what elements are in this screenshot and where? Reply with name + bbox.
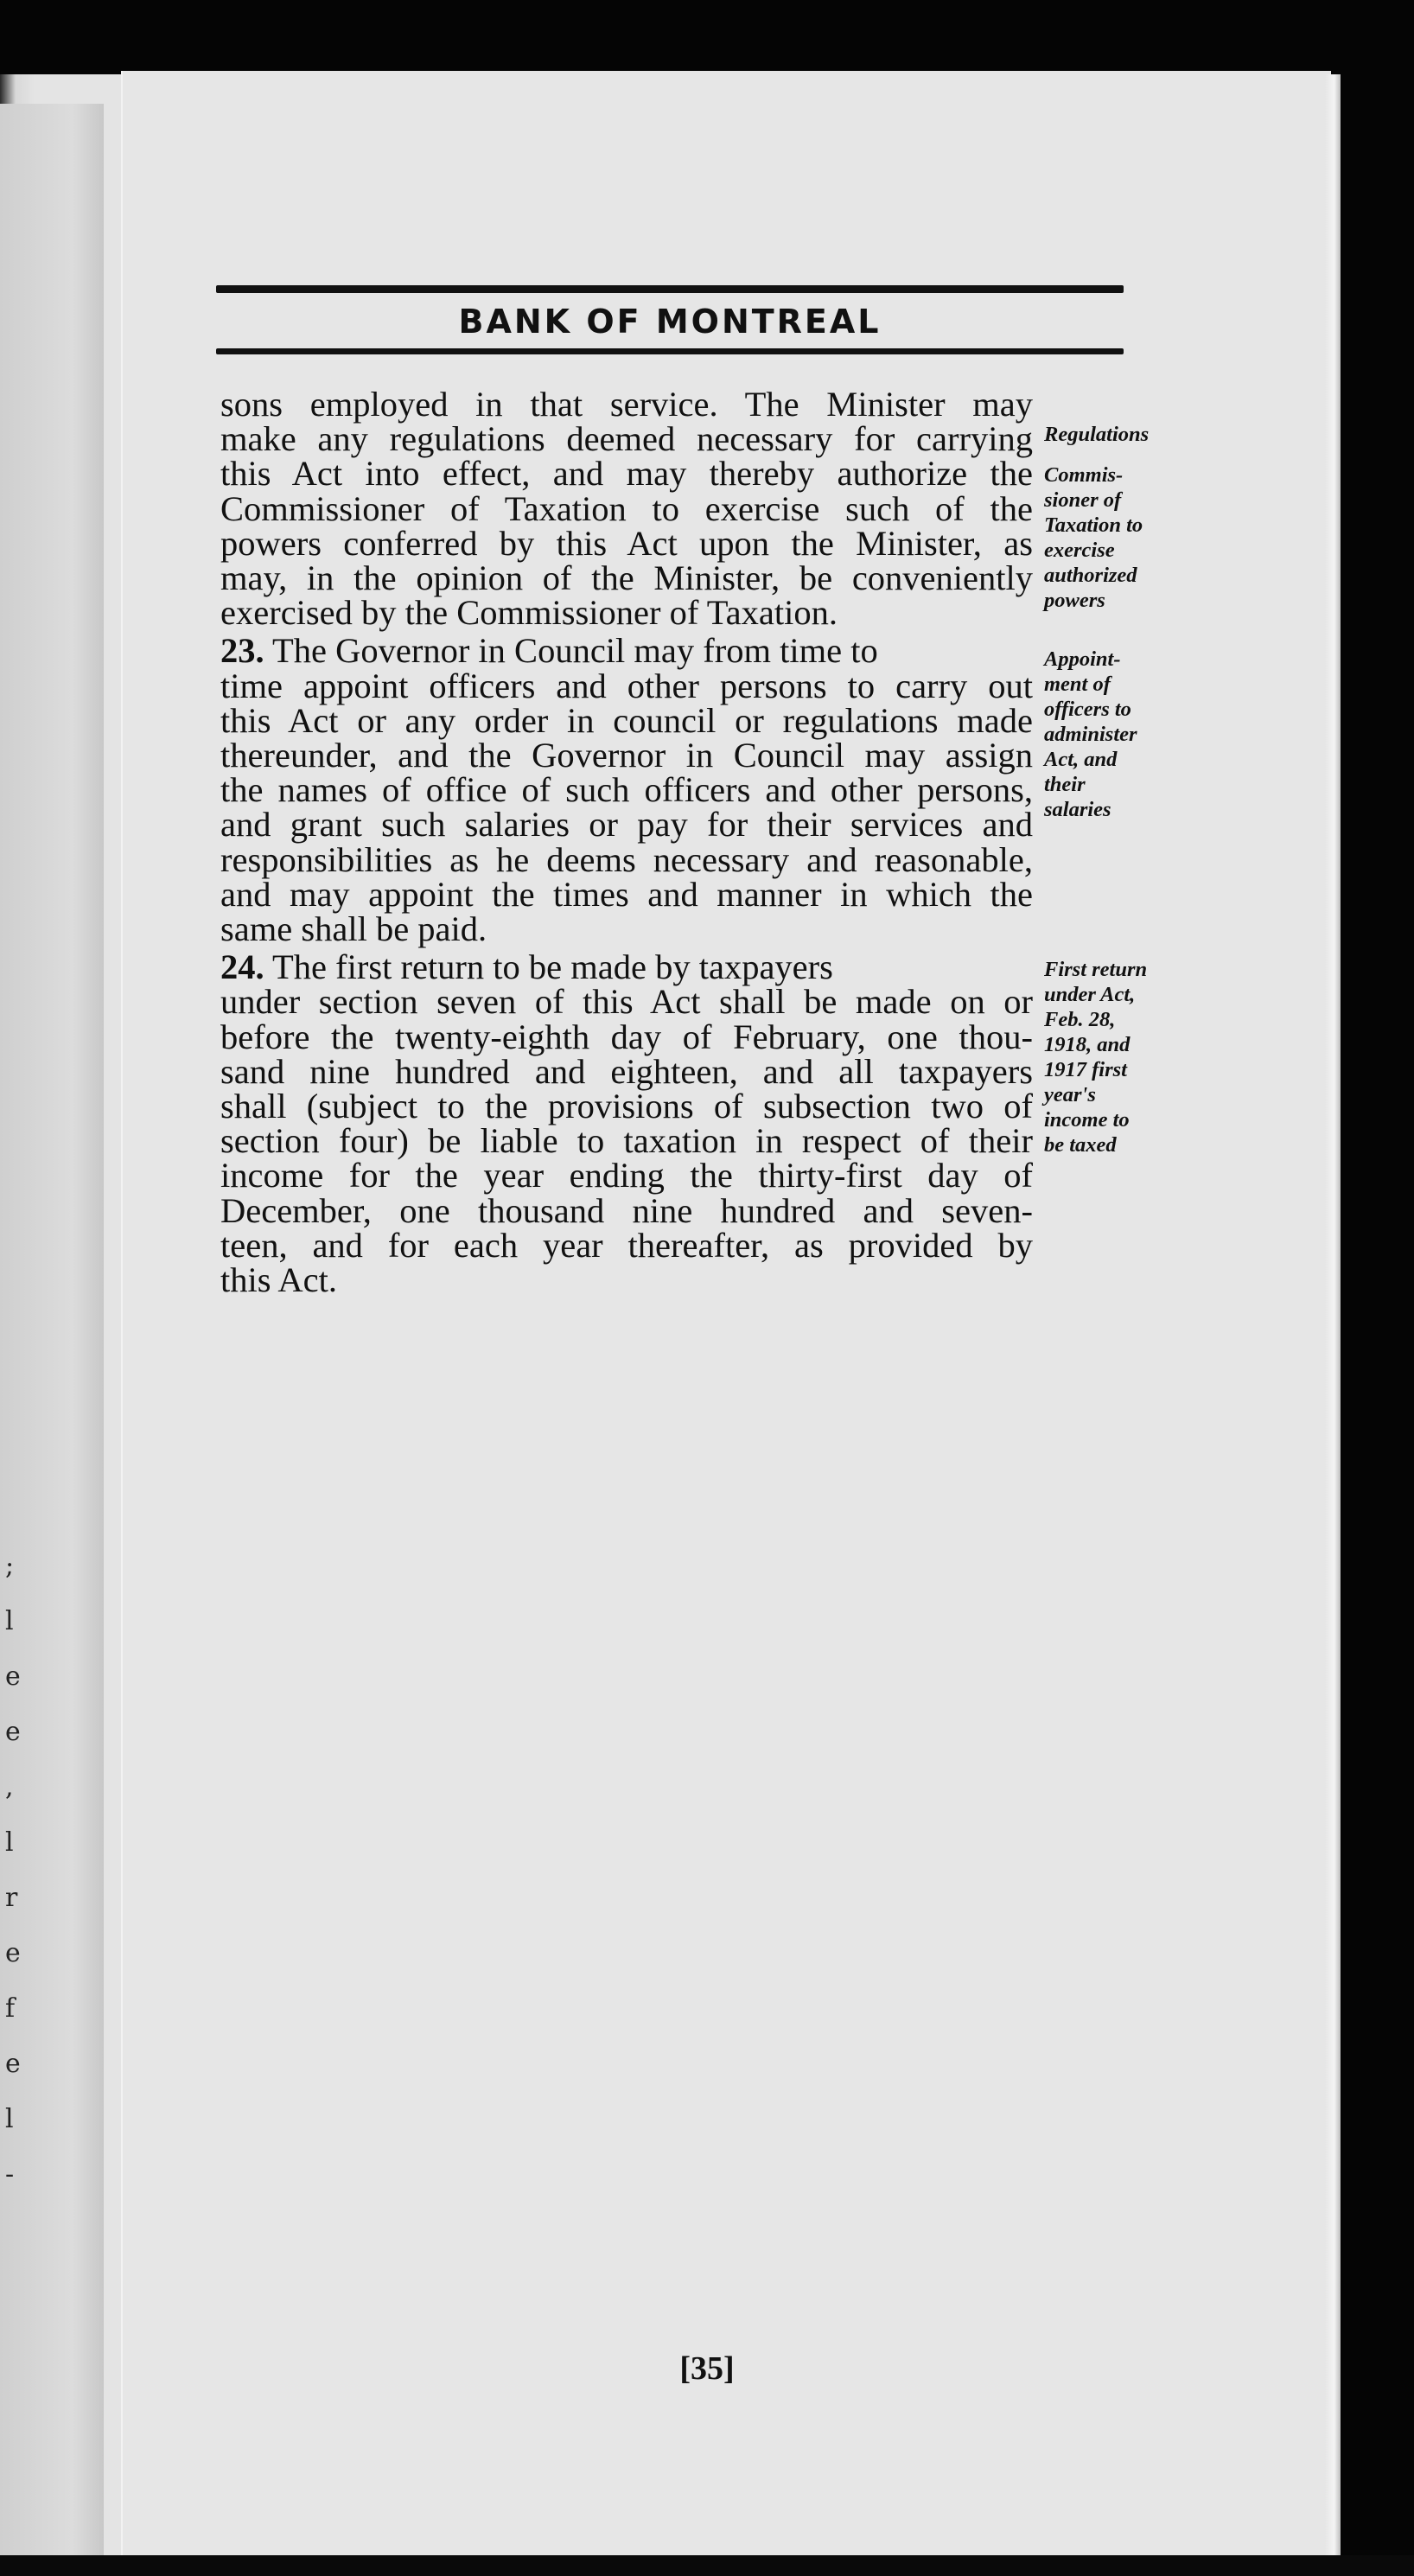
sidenote-line: 1918, and [1044,1033,1131,1056]
text-line: same shall be paid. [220,909,487,949]
text-line: and grant such salaries or pay for their services and [220,805,1033,845]
paragraph-section-23 [220,631,1033,949]
text-line: section four) be liable to taxation in respect of their [220,1121,1033,1161]
page-right-edge [1325,74,1341,2555]
running-head-title: BANK OF MONTREAL [458,303,882,341]
facing-page-edge [0,104,104,2576]
sidenote-line: under Act, [1044,983,1136,1006]
text-line: sand nine hundred and eighteen, and all taxpayers [220,1051,1033,1091]
bleed-mark: e [5,2049,21,2079]
bleed-mark: l [5,1606,14,1636]
section-number-24: 24. [220,947,264,987]
sidenote-line: salaries [1044,798,1111,821]
text-line: this Act. [220,1260,338,1300]
sidenote-line: powers [1044,589,1105,612]
sidenote-line: Taxation to [1044,513,1143,537]
bleed-mark: e [5,1661,21,1692]
text-line: sons employed in that service. The Minister may [220,385,1033,424]
text-line: exercised by the Commissioner of Taxation. [220,593,838,633]
sidenote-line: officers to [1044,698,1131,721]
sidenote-commissioner [1044,462,1234,613]
text-line: responsibilities as he deems necessary and reasonable, [220,839,1033,879]
section-number-23: 23. [220,631,264,671]
text-line: make any regulations deemed necessary for carrying [220,419,1033,459]
text-line: income for the year ending the thirty-first day of [220,1156,1033,1196]
sidenote-line: exercise [1044,539,1115,562]
running-header [216,285,1124,354]
text-line: before the twenty-eighth day of February, one thou- [220,1017,1033,1056]
text-line: The first return to be made by taxpayers [264,947,833,987]
text-line: this Act or any order in council or regulations made [220,700,1033,740]
paragraph-regulations [220,385,1033,633]
bleed-mark: l [5,2104,14,2134]
sidenote-line: First return [1044,958,1148,981]
scan-bottom-border [0,2555,1414,2576]
header-rule-bottom [216,348,1124,354]
sidenote-line: Appoint- [1044,647,1121,671]
facing-page-bleed-marks [5,1539,19,2203]
text-line: powers conferred by this Act upon the Minister, as [220,523,1033,563]
scan-top-border [0,0,1414,74]
sidenote-line: Commis- [1044,463,1124,487]
sidenote-line: 1917 first [1044,1058,1127,1081]
text-line: shall (subject to the provisions of subsection two of [220,1087,1033,1126]
bleed-mark: , [5,1772,14,1802]
body-text [220,387,1033,1301]
sidenote-line: Act, and [1044,748,1118,771]
text-line: Commissioner of Taxation to exercise such of the [220,488,1033,528]
text-line: December, one thousand nine hundred and seven- [220,1190,1033,1230]
sidenote-line: income to [1044,1108,1130,1132]
sidenote-line: ment of [1044,673,1111,696]
paragraph-section-24 [220,947,1033,1300]
bleed-mark: l [5,1827,14,1858]
sidenote-appointment [1044,647,1234,822]
sidenote-regulations [1044,422,1234,447]
sidenote-line: administer [1044,723,1137,746]
sidenote-line: year's [1044,1083,1096,1106]
sidenote-line: authorized [1044,564,1137,587]
text-line: this Act into effect, and may thereby authorize the [220,454,1033,494]
text-line: under section seven of this Act shall be made on or [220,982,1033,1022]
bleed-mark: f [5,1993,16,2024]
header-rule-top [216,285,1124,293]
text-line: The Governor in Council may from time to [264,631,878,671]
bleed-mark: - [5,2159,15,2190]
bleed-mark: r [5,1883,18,1913]
sidenote-line: their [1044,773,1086,796]
bleed-mark: e [5,1717,21,1747]
text-line: the names of office of such officers and other persons, [220,770,1033,810]
sidenote-first-return [1044,957,1234,1157]
text-line: and may appoint the times and manner in which the [220,874,1033,914]
scan-right-border [1341,0,1414,2576]
bleed-mark: e [5,1938,21,1968]
sidenote-line: sioner of [1044,488,1122,512]
bleed-mark: ; [5,1551,15,1581]
text-line: teen, and for each year thereafter, as provided by [220,1225,1033,1265]
sidenote-line: Feb. 28, [1044,1008,1116,1031]
text-line: may, in the opinion of the Minister, be conveniently [220,558,1033,598]
text-line: thereunder, and the Governor in Council may assign [220,736,1033,775]
text-line: time appoint officers and other persons to carry out [220,666,1033,705]
page-number: [35] [679,2350,735,2387]
sidenote-line: be taxed [1044,1133,1117,1157]
sidenote-regulations-text: Regulations [1044,423,1150,446]
